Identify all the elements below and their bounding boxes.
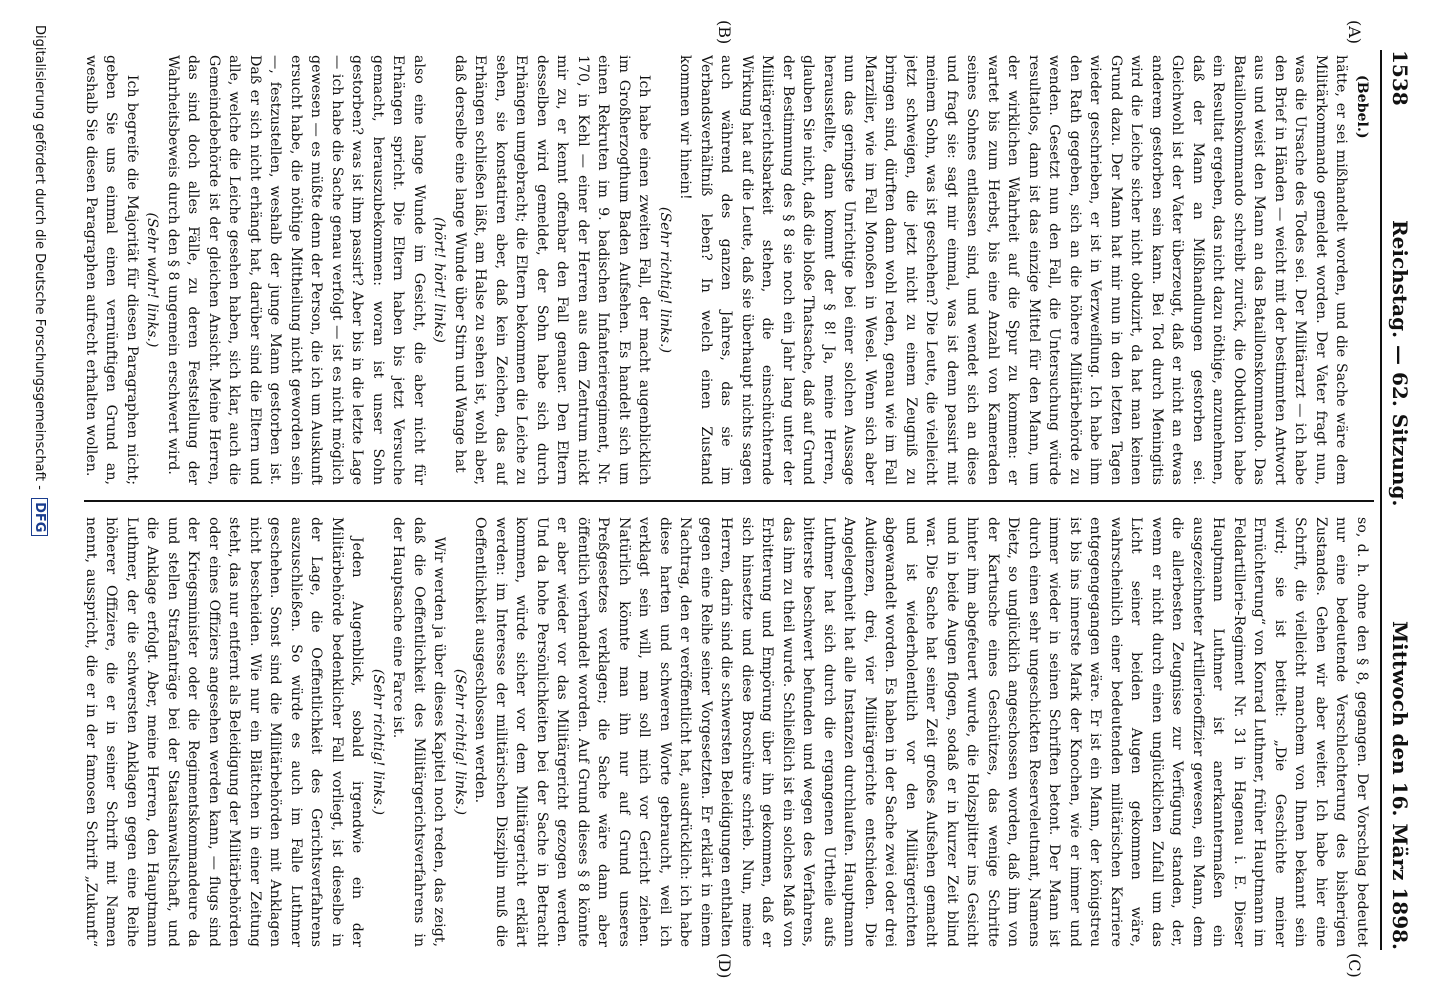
paragraph: so, d. h. ohne den § 8, gegangen. Der Vorschlag bedeutet nur eine bedeutende Verschlechterung des bisherigen Zustandes. Gehen wir aber weiter. Ich habe hier eine Schrift, die vielleicht manchem von Ihnen bekannt sein wird; sie ist betitelt: „Die Geschichte meiner Ernüchterung“ von Konrad Luthmer, früher Hauptmann im Feldartillerie-Regiment Nr. 31 in Hagenau i. E. Dieser Hauptmann Luthmer ist anerkanntermaßen ein ausgezeichneter Artillerieoffizier gewesen, ein Mann, dem die allerbesten Zeugnisse zur Verfügung standen, der, wenn er nicht durch einen unglücklichen Zufall um das Licht seiner beiden Augen gekommen wäre, wahrscheinlich einer bedeutenden militärischen Karriere entgegengegangen wäre. Er ist ein Mann, der königstreu ist bis ins innerste Mark der Knochen, wie er immer und immer wieder in seinen Schriften betont. Der Mann ist durch einen sehr ungeschickten Reserveleutnant, Namens Dietz, so unglücklich angeschossen worden, daß ihm von der Kartusche eines Geschützes, das wenige Schritte hinter ihm abgefeuert wurde, die Holzsplitter ins Gesicht und in beide Augen flogen, sodaß er in kurzer Zeit blind war. Die Sache hat seiner Zeit großes Aufsehen gemacht und ist wiederholentlich vor den Militärgerichten abgewandelt worden. Es haben in der Sache zwei oder drei Audienzen, drei, vier Militärgerichte entschieden. Die Angelegenheit hat alle Instanzen durchlaufen. Hauptmann Luthmer hat sich durch die ergangenen Urtheile aufs bitterste beschwert befunden und wegen des Verfahrens, das ihm zu theil wurde. Schließlich ist ein solches Maß von Erbitterung und Empörung über ihn gekommen, daß er sich hinsetzte und diese Broschüre schrieb. Nun, meine Herren, darin sind die schwersten Beleidigungen enthalten gegen eine Reihe seiner Vorgesetzten. Er erklärt in einem Nachtrag, den er veröffentlicht hat, ausdrücklich: ich habe diese harten und schweren Worte gebraucht, weil ich verklagt sein will, man soll mich vor Gericht ziehen. Natürlich könnte man ihn nur auf Grund unseres Preßgesetzes verklagen; die Sache wäre dann aber öffentlich verhandelt worden. Auf Grund dieses § 8 könnte er aber wieder vor das Militärgericht gezogen werden. Und da hohe Persönlichkeiten bei der Sache in Betracht kommen, würde sicher vor dem Militärgericht erklärt werden: im Interesse der militärischen Disziplin muß die Oeffentlichkeit ausgeschlossen werden. xyxy=(472,517,1370,947)
page-header xyxy=(1382,50,1412,950)
paragraph: hätte, er sei mißhandelt worden, und die Sache wäre dem Militärkommando gemeldet worden. Der Vater fragt nun, was die Ursache des Todes sei. Der Militärarzt — ich habe den Brief in Händen — weicht mit der bestimmten Antwort aus und weist den Mann an das Bataillonskommando. Das Bataillonskommando schreibt zurück, die Obduktion habe ein Resultat ergeben, das nicht dazu nöthige, anzunehmen, daß der Mann an Mißhandlungen gestorben sei. Gleichwohl ist der Vater überzeugt, daß er nicht an etwas anderem gestorben sein kann. Bei Tod durch Meningitis wird die Leiche sicher nicht obduzirt, da hat man keinen Grund dazu. Der Mann hat mir nun in den letzten Tagen wieder geschrieben, er ist in Verzweiflung. Ich habe ihm den Rath gegeben, sich an die höhere Militärbehörde zu wenden. Gesetzt nun den Fall, die Untersuchung würde resultatlos, dann ist das einzige Mittel für den Mann, um der wirklichen Wahrheit auf die Spur zu kommen: er wartet bis zum Herbst, bis eine Anzahl von Kameraden seines Sohnes entlassen sind, und wendet sich an diese und fragt sie: sagt mir einmal, was ist denn passirt mit meinem Sohn, was ist geschehen? Die Leute, die vielleicht jetzt schweigen, die jetzt nicht zu einem Zeugniß zu bringen sind, dürften dann wohl reden, genau wie im Fall Marzilier, wie im Fall Monoßen in Wesel. Wenn sich aber nun das geringste Unrichtige bei einer solchen Aussage herausstellte, dann kommt der § 8! Ja, meine Herren, glauben Sie nicht, daß die bloße Thatsache, daß auf Grund der Bestimmung des § 8 sie noch ein Jahr lang unter der Militärgerichtsbarkeit stehen, die einschüchternde Wirkung hat auf die Leute, daß sie überhaupt nichts sagen auch während des ganzen Jahres, das sie im Verbandsverhältniß leben? In welch einen Zustand kommen wir hinein! xyxy=(677,55,1350,485)
paragraph: Ich begreife die Majorität für diesen Paragraphen nicht; geben Sie uns einmal einen vernünftigen Grund an, weshalb Sie diesen Paragraphen aufrecht erhalten wollen. xyxy=(83,55,140,485)
interjection: (hört! hört! links) xyxy=(431,216,448,343)
paragraph: also eine lange Wunde im Gesicht, die aber nicht für Erhängen spricht. Die Eltern haben bis jetzt Versuche gemacht, herauszubekommen: woran ist unser Sohn gestorben? was ist ihm passirt? Aber bis in die letzte Lage — ich habe die Sache genau verfolgt — ist es nicht möglich gewesen — es müßte denn der Person, die ich um Auskunft ersucht habe, die nöthige Mittheilung nicht geworden sein —, festzustellen, weshalb der junge Mann gestorben ist. Daß er sich nicht erhängt hat, darüber sind die Eltern und alle, welche die Leiche gesehen haben, sich klar, auch die Gemeindebehörde ist der gleichen Ansicht. Meine Herren, das sind doch alles Fälle, zu deren Feststellung der Wahrheitsbeweis durch den § 8 ungemein erschwert wird. xyxy=(165,55,427,485)
column-divider xyxy=(84,500,1374,502)
margin-marker-b: (B) xyxy=(715,20,734,45)
dfg-logo: DFG xyxy=(31,498,48,536)
paragraph: Ich habe einen zweiten Fall, der macht augenblicklich im Großherzogthum Baden Aufsehen. Es handelt sich um einen Rekruten im 9. badischen Infanterieregiment, Nr. 170, in Kehl — einer der Herren aus dem Zentrum nickt mir zu, er kennt offenbar den Fall genauer. Den Eltern desselben wird gemeldet, der Sohn habe sich durch Erhängen umgebracht; die Eltern bekommen die Leiche zu sehen, sie konstatiren aber, daß kein Zeichen, das auf Erhängen schließen läßt, am Halse zu sehen ist, wohl aber, daß derselbe eine lange Wunde über Stirn und Wange hat xyxy=(452,55,653,485)
page-number: 1538 xyxy=(1388,50,1412,106)
left-column xyxy=(82,55,1372,485)
margin-marker-d: (D) xyxy=(715,953,734,979)
interjection: (Sehr richtig! links.) xyxy=(370,668,386,816)
margin-marker-a: (A) xyxy=(1345,20,1364,45)
header-rule xyxy=(1380,50,1382,950)
credit-text: Digitalisierung gefördert durch die Deutsche Forschungsgemeinschaft - xyxy=(32,25,47,490)
interjection: (Sehr richtig! links.) xyxy=(452,668,468,816)
header-date: Mittwoch den 16. März 1898. xyxy=(1388,620,1412,950)
speaker-label: (Bebel.) xyxy=(1354,74,1370,139)
header-title: Reichstag. — 62. Sitzung. xyxy=(1388,220,1412,507)
digitization-credit xyxy=(24,25,48,975)
interjection: (Sehr wahr! links.) xyxy=(144,212,161,348)
right-column xyxy=(82,517,1372,947)
paragraph: Jeden Augenblick, sobald irgendwie ein der Militärbehörde bedenklicher Fall vorliegt, ist dieselbe in der Lage, die Oeffentlichkeit des Gerichtsverfahrens auszuschließen. So würde es auch im Falle Luthmer geschehen. Sonst sind die Militärbehörden mit Anklagen nicht bescheiden. Wie nur ein Blättchen in einer Zeitung steht, das nur entfernt als Beleidigung der Militärbehörden oder eines Offiziers angesehen werden kann, — flugs sind der Kriegsminister oder die Regimentskommandeure da und stellen Strafanträge bei der Staatsanwaltschaft, und die Anklage erfolgt. Aber, meine Herren, den Hauptmann Luthmer, der die schwersten Anklagen gegen eine Reihe höherer Offiziere, die er in seiner Schrift mit Namen nennt, ausspricht, die er in der famosen Schrift „Zukunft“ xyxy=(83,517,366,947)
interjection: (Sehr richtig! links.) xyxy=(657,206,673,354)
paragraph: Wir werden ja über dieses Kapitel noch reden, das zeigt, daß die Oeffentlichkeit des Militärgerichtsverfahrens in der Hauptsache eine Farce ist. xyxy=(390,517,448,947)
margin-marker-c: (C) xyxy=(1345,953,1364,978)
